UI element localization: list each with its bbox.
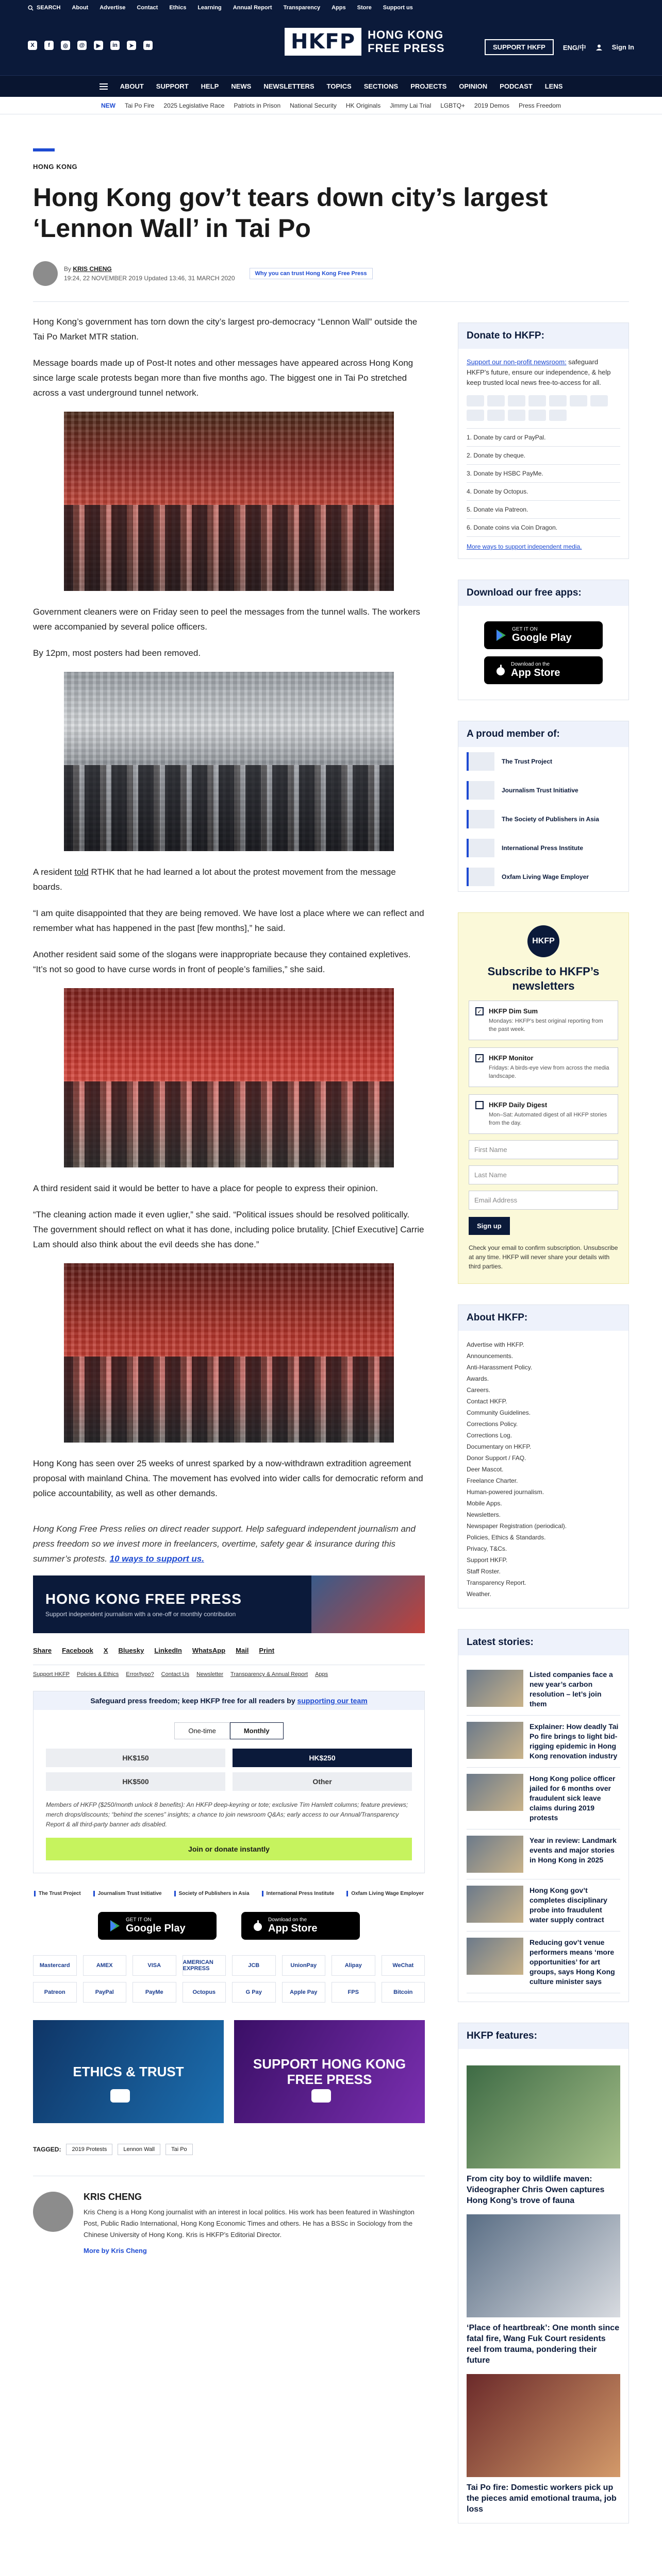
latest-story[interactable] [467, 1931, 620, 1993]
latest-story-headline: Explainer: How deadly Tai Po fire brings to light bid-rigging epidemic in Hong Kong renovation industry [529, 1722, 619, 1760]
latest-story[interactable] [467, 1829, 620, 1879]
policy-links [33, 1665, 425, 1677]
share-facebook[interactable]: Facebook [62, 1647, 93, 1654]
section-label[interactable]: HONG KONG [33, 163, 78, 171]
about-link[interactable]: Mobile Apps. [467, 1500, 502, 1507]
donate-widget-link[interactable]: supporting our team [297, 1697, 368, 1705]
about-box-title: About HKFP: [458, 1305, 628, 1331]
about-link[interactable]: Contact HKFP. [467, 1398, 507, 1405]
payment-logo: JCB [232, 1955, 276, 1976]
tag-chip[interactable]: Lennon Wall [118, 2144, 160, 2155]
author-more-link[interactable]: More by Kris Cheng [84, 2247, 147, 2255]
share-label: Share [33, 1647, 52, 1654]
logo-wordmark [368, 28, 444, 55]
youtube-icon[interactable]: ▶ [94, 41, 103, 50]
site-logo[interactable] [285, 28, 445, 56]
nav-newsletters[interactable]: NEWSLETTERS [263, 82, 315, 90]
instagram-icon[interactable]: ◎ [61, 41, 70, 50]
author-box [33, 2176, 425, 2255]
linkedin-icon[interactable]: in [110, 41, 120, 50]
about-link[interactable]: Support HKFP. [467, 1556, 508, 1564]
member-box [458, 721, 629, 892]
promo-video-support[interactable]: SUPPORT HONG KONG FREE PRESS [234, 2020, 425, 2123]
share-mail[interactable]: Mail [236, 1647, 249, 1654]
about-link[interactable]: Privacy, T&Cs. [467, 1545, 507, 1552]
checkbox[interactable] [475, 1101, 484, 1109]
latest-story-thumbnail [467, 1886, 523, 1923]
about-link[interactable]: Transparency Report. [467, 1579, 526, 1586]
paragraph: Hong Kong’s government has torn down the city’s largest pro-democracy “Lennon Wall” outside the Tai Po Market MTR station. [33, 317, 418, 342]
checkbox[interactable]: ✓ [475, 1054, 484, 1062]
latest-stories-title: Latest stories: [458, 1630, 628, 1655]
author-avatar[interactable] [33, 261, 58, 286]
trending-link-tai-po-fire[interactable]: Tai Po Fire [125, 101, 155, 109]
about-link[interactable]: Staff Roster. [467, 1568, 501, 1575]
support-hkfp-button[interactable]: SUPPORT HKFP [485, 39, 554, 55]
payment-logo: VISA [133, 1955, 176, 1976]
article-header [0, 148, 662, 302]
support-note-link[interactable]: 10 ways to support us. [109, 1554, 204, 1564]
payment-logo: AMEX [83, 1955, 127, 1976]
latest-stories [458, 1629, 629, 2002]
apple-icon [253, 1920, 263, 1932]
about-link[interactable]: Freelance Charter. [467, 1477, 518, 1484]
article-tags [33, 2144, 425, 2155]
about-link[interactable]: Weather. [467, 1590, 491, 1598]
search-label: SEARCH [37, 5, 61, 11]
language-toggle[interactable]: ENG/中 [562, 44, 586, 52]
feature-image[interactable] [467, 2374, 620, 2477]
newsletter-option-daily-digest[interactable]: HKFP Daily Digest Mon–Sat: Automated digest of all HKFP stories from the day. [469, 1094, 618, 1134]
about-link[interactable]: Announcements. [467, 1352, 514, 1360]
payment-logo: WeChat [382, 1955, 425, 1976]
paragraph: “The cleaning action made it even uglier,” she said. “Political issues should be resolved politically. The government should reflect on what it has done, including police brutality. [Chief Executive] Carrie Lam should also think about the evil deeds she has done.” [33, 1210, 424, 1249]
policy-link[interactable]: Transparency & Annual Report [230, 1671, 308, 1677]
join-donate-button[interactable]: Join or donate instantly [46, 1838, 412, 1860]
amount-option[interactable]: HK$150 [46, 1749, 225, 1767]
policy-link[interactable]: Newsletter [196, 1671, 224, 1677]
trending-link-national-security[interactable]: National Security [290, 101, 337, 109]
about-link[interactable]: Careers. [467, 1386, 491, 1394]
article-photo-4 [64, 1263, 394, 1443]
app-store-button[interactable]: Download on the App Store [241, 1912, 360, 1940]
nav-about[interactable]: ABOUT [120, 82, 144, 90]
feature-image[interactable] [467, 2065, 620, 2168]
policy-link[interactable]: Policies & Ethics [76, 1671, 119, 1677]
paragraph: Hong Kong has seen over 25 weeks of unrest sparked by a now-withdrawn extradition agreement proposal with mainland China. The movement has evolved into wider calls for democratic reform and police accountability, as well as other demands. [33, 1459, 423, 1498]
about-links [467, 1339, 620, 1600]
social-links [28, 41, 153, 50]
member-org[interactable]: The Society of Publishers in Asia [458, 805, 628, 834]
more-ways-link[interactable]: More ways to support independent media. [467, 543, 582, 550]
trending-link-patriots[interactable]: Patriots in Prison [234, 101, 281, 109]
promo-videos [33, 2020, 425, 2123]
trending-new-label: NEW [101, 101, 115, 109]
topbar-link-about[interactable]: About [72, 5, 89, 11]
tag-chip[interactable]: 2019 Protests [66, 2144, 112, 2155]
latest-story[interactable] [467, 1879, 620, 1931]
last-name-field[interactable]: Last Name [469, 1165, 618, 1184]
donate-methods [467, 428, 620, 537]
first-name-field[interactable]: First Name [469, 1140, 618, 1159]
latest-story-thumbnail [467, 1836, 523, 1873]
trending-nav [0, 97, 662, 114]
partner-logos [33, 1891, 425, 1896]
payment-logo: UnionPay [282, 1955, 326, 1976]
payment-logo: Mastercard [33, 1955, 77, 1976]
apps-box-title: Download our free apps: [458, 580, 628, 606]
author-box-name[interactable]: KRIS CHENG [84, 2192, 142, 2202]
search-button[interactable] [28, 5, 60, 11]
donate-widget [33, 1691, 425, 1873]
topbar-link-apps[interactable]: Apps [332, 5, 346, 11]
apps-box [458, 580, 629, 700]
policy-link[interactable]: Contact Us [161, 1671, 190, 1677]
payment-logo: Apple Pay [282, 1982, 326, 2003]
main-nav [0, 75, 662, 97]
payment-logo: FPS [332, 1982, 375, 2003]
frequency-one-time[interactable]: One-time [174, 1722, 229, 1739]
about-box [458, 1304, 629, 1608]
member-org[interactable]: Journalism Trust Initiative [458, 776, 628, 805]
about-link[interactable]: Awards. [467, 1375, 489, 1382]
payment-methods [33, 1955, 425, 2003]
about-link[interactable]: Corrections Policy. [467, 1420, 518, 1428]
partner-logo[interactable]: Journalism Trust Initiative [93, 1891, 162, 1896]
apple-icon [495, 664, 506, 676]
article-photo-3 [64, 988, 394, 1167]
feature-image[interactable] [467, 2214, 620, 2317]
nav-sections[interactable]: SECTIONS [363, 82, 399, 90]
topbar-link-advertise[interactable]: Advertise [100, 5, 126, 11]
payment-logo: AMERICAN EXPRESS [183, 1955, 226, 1976]
byline-by: By [64, 265, 72, 273]
banner-subtitle: Support independent journalism with a one-off or monthly contribution [45, 1611, 236, 1618]
donate-box-title: Donate to HKFP: [458, 323, 628, 349]
member-org[interactable]: The Trust Project [458, 747, 628, 776]
trending-link-jimmy-lai[interactable]: Jimmy Lai Trial [390, 101, 432, 109]
telegram-icon[interactable]: ➤ [127, 41, 136, 50]
email-field[interactable]: Email Address [469, 1191, 618, 1210]
about-link[interactable]: Anti-Harassment Policy. [467, 1364, 533, 1371]
search-icon [28, 5, 34, 11]
about-link[interactable]: Advertise with HKFP. [467, 1341, 524, 1348]
nav-opinion[interactable]: OPINION [459, 82, 488, 90]
threads-icon[interactable]: @ [77, 41, 87, 50]
paragraph: Message boards made up of Post-It notes and other messages have appeared across Hong Kong since large scale protests began more than five months ago. The biggest one in Tai Po stretched across a vast underground tunnel network. [33, 358, 413, 398]
latest-story-headline: Year in review: Landmark events and major stories in Hong Kong in 2025 [529, 1836, 617, 1864]
paragraph: Government cleaners were on Friday seen to peel the messages from the tunnel walls. The workers were accompanied by several police officers. [33, 607, 420, 632]
paragraph: A third resident said it would be better to have a place for people to express their opinion. [33, 1183, 378, 1193]
nav-topics[interactable]: TOPICS [326, 82, 352, 90]
donate-box-link[interactable]: Support our non-profit newsroom: [467, 358, 567, 366]
newsletter-title: Subscribe to HKFP’s newsletters [487, 965, 600, 992]
donate-method[interactable]: 5. Donate via Patreon. [467, 501, 620, 519]
google-play-button[interactable]: GET IT ON Google Play [98, 1912, 217, 1940]
donate-method[interactable]: 6. Donate coins via Coin Dragon. [467, 519, 620, 537]
partner-logo[interactable]: Society of Publishers in Asia [174, 1891, 250, 1896]
google-play-icon [495, 629, 507, 641]
about-link[interactable]: Documentary on HKFP. [467, 1443, 532, 1450]
share-whatsapp[interactable]: WhatsApp [192, 1647, 226, 1654]
nav-podcast[interactable]: PODCAST [500, 82, 533, 90]
about-link[interactable]: Newsletters. [467, 1511, 501, 1518]
features-box-title: HKFP features: [458, 2023, 628, 2049]
about-link[interactable]: Human-powered journalism. [467, 1488, 544, 1496]
latest-story-headline: Listed companies face a new year’s carbon resolution – let’s join them [529, 1670, 613, 1708]
banner-title: HONG KONG FREE PRESS [45, 1591, 242, 1607]
trending-link-legco[interactable]: 2025 Legislative Race [163, 101, 225, 109]
paragraph: “I am quite disappointed that they are being removed. We have lost a place where we can reflect and remember what has happened in the past [few months],” he said. [33, 908, 424, 933]
user-icon[interactable] [595, 44, 603, 51]
payment-logo: Alipay [332, 1955, 375, 1976]
share-x[interactable]: X [103, 1647, 108, 1654]
banner-image [311, 1575, 425, 1633]
author-box-avatar[interactable] [33, 2192, 73, 2232]
policy-link[interactable]: Apps [315, 1671, 328, 1677]
google-play-icon [109, 1920, 121, 1932]
topbar-link-store[interactable]: Store [357, 5, 372, 11]
logo-line-1: HONG KONG [368, 28, 444, 41]
donate-method[interactable]: 1. Donate by card or PayPal. [467, 429, 620, 447]
partner-logo[interactable]: International Press Institute [262, 1891, 335, 1896]
latest-story-headline: Hong Kong gov’t completes disciplinary probe into fraudulent water supply contract [529, 1886, 607, 1924]
amount-option[interactable]: Other [233, 1772, 412, 1791]
trending-link-lgbtq[interactable]: LGBTQ+ [440, 101, 465, 109]
member-org[interactable]: Oxfam Living Wage Employer [458, 862, 628, 891]
feature-headline[interactable]: Tai Po fire: Domestic workers pick up the pieces amid emotional trauma, job loss [467, 2483, 617, 2514]
payment-logo: G Pay [232, 1982, 276, 2003]
promo-video-ethics[interactable]: ETHICS & TRUST [33, 2020, 224, 2123]
newsletter-logo: HKFP [527, 925, 559, 957]
features-box [458, 2023, 629, 2523]
brand-header [0, 15, 662, 75]
sign-up-button[interactable]: Sign up [469, 1217, 510, 1235]
policy-link[interactable]: Error/typo? [126, 1671, 154, 1677]
article-body [33, 302, 425, 2544]
latest-story[interactable] [467, 1664, 620, 1716]
top-utility-bar [0, 0, 662, 15]
byline-dates: 19:24, 22 NOVEMBER 2019 Updated 13:46, 31 MARCH 2020 [64, 275, 235, 282]
topbar-link-transparency[interactable]: Transparency [283, 5, 321, 11]
sidebar [458, 302, 629, 2544]
about-link[interactable]: Deer Mascot. [467, 1466, 504, 1473]
payment-logo: PayMe [133, 1982, 176, 2003]
partner-logo[interactable]: Oxfam Living Wage Employer [346, 1891, 424, 1896]
member-org[interactable]: International Press Institute [458, 834, 628, 862]
article-photo-1 [64, 412, 394, 591]
byline-author[interactable]: KRIS CHENG [73, 265, 112, 273]
play-icon [110, 2089, 130, 2103]
amount-option[interactable]: HK$500 [46, 1772, 225, 1791]
frequency-toggle [34, 1722, 424, 1739]
checkbox[interactable]: ✓ [475, 1007, 484, 1015]
topbar-link-annual-report[interactable]: Annual Report [233, 5, 272, 11]
newsletter-signup [458, 912, 629, 1284]
paragraph: Another resident said some of the slogans were inappropriate because they contained expletives. “It’s not so good to have curse words in front of people’s families,” she said. [33, 950, 411, 974]
payment-logo: Patreon [33, 1982, 77, 2003]
donate-method[interactable]: 2. Donate by cheque. [467, 447, 620, 465]
play-icon [311, 2089, 331, 2103]
latest-story-thumbnail [467, 1938, 523, 1975]
sidebar-app-store-button[interactable]: Download on the App Store [484, 656, 603, 684]
frequency-monthly[interactable]: Monthly [230, 1722, 284, 1739]
donate-widget-header: Safeguard press freedom; keep HKFP free for all readers by supporting our team [34, 1691, 424, 1710]
author-box-bio: Kris Cheng is a Hong Kong journalist with an interest in local politics. His work has been featured in Washington Post, Public Radio International, Hong Kong Economic Times and others. He has a BSSc in Sociology from the Chinese University of Hong Kong. Kris is HKFP’s Editorial Director. [84, 2208, 415, 2239]
nav-support[interactable]: SUPPORT [156, 82, 189, 90]
payment-logo: Bitcoin [382, 1982, 425, 2003]
about-link[interactable]: Corrections Log. [467, 1432, 512, 1439]
paragraph: A resident told RTHK that he had learned a lot about the protest movement from the message boards. [33, 867, 396, 892]
about-link[interactable]: Newspaper Registration (periodical). [467, 1522, 567, 1530]
share-linkedin[interactable]: LinkedIn [154, 1647, 182, 1654]
latest-story[interactable] [467, 1716, 620, 1768]
payment-logo: Octopus [183, 1982, 226, 2003]
nav-news[interactable]: NEWS [231, 82, 252, 90]
accent-rule [33, 148, 55, 151]
nav-help[interactable]: HELP [201, 82, 219, 90]
trending-link-press-freedom[interactable]: Press Freedom [518, 101, 561, 109]
sign-in-link[interactable]: Sign In [611, 43, 634, 51]
newsletter-option-dim-sum[interactable]: ✓ HKFP Dim Sum Mondays: HKFP’s best original reporting from the past week. [469, 1001, 618, 1040]
byline-meta [64, 264, 235, 283]
share-bar [33, 1647, 425, 1654]
card-logos [467, 395, 620, 421]
article-photo-2 [64, 672, 394, 851]
nav-lens[interactable]: LENS [544, 82, 563, 90]
content-area [0, 302, 662, 2544]
menu-icon[interactable] [100, 83, 108, 90]
latest-story[interactable] [467, 1768, 620, 1829]
newsletter-option-monitor[interactable]: ✓ HKFP Monitor Fridays: A birds-eye view from across the media landscape. [469, 1047, 618, 1087]
amount-option-selected[interactable]: HK$250 [233, 1749, 412, 1767]
rss-icon[interactable]: ≋ [143, 41, 153, 50]
latest-story-headline: Reducing gov’t venue performers means ‘more opportunities’ for art groups, says Hong Kong culture minister says [529, 1938, 615, 1986]
member-perks: Members of HKFP ($250/month unlock 8 benefits): An HKFP deep-keyring or tote; exclusive Tim Hamlett columns; feature previews; merch drops/discounts; “behind the scenes” insights; a chance to join newsroom Q&As; early access to our Annual/Transparency Report & all third-party banner ads disabled. [46, 1801, 408, 1828]
trending-link-hk-originals[interactable]: HK Originals [345, 101, 381, 109]
topbar-link-ethics[interactable]: Ethics [169, 5, 187, 11]
topbar-link-learning[interactable]: Learning [197, 5, 222, 11]
feature-headline[interactable]: From city boy to wildlife maven: Videographer Chris Owen captures Hong Kong’s trove of fauna [467, 2175, 605, 2205]
about-link[interactable]: Community Guidelines. [467, 1409, 531, 1416]
logo-mark: HKFP [285, 28, 361, 56]
donate-method[interactable]: 4. Donate by Octopus. [467, 483, 620, 501]
newsletter-fine-print: Check your email to confirm subscription. Unsubscribe at any time. HKFP will never share your details with third parties. [469, 1244, 618, 1270]
feature-headline[interactable]: ‘Place of heartbreak’: One month since fatal fire, Wang Fuk Court residents reel from trauma, pondering their future [467, 2324, 620, 2365]
x-icon[interactable]: X [28, 41, 37, 50]
amount-options [34, 1749, 424, 1791]
share-bluesky[interactable]: Bluesky [118, 1647, 144, 1654]
trending-link-2019-demos[interactable]: 2019 Demos [474, 101, 509, 109]
donate-box-text: Support our non-profit newsroom: safeguard HKFP’s future, ensure our independence, & help keep trusted local news free-to-access for all. [467, 358, 611, 386]
paragraph: By 12pm, most posters had been removed. [33, 648, 201, 658]
rthk-link[interactable]: told [74, 867, 89, 877]
sidebar-google-play-button[interactable]: GET IT ON Google Play [484, 621, 603, 649]
latest-story-thumbnail [467, 1774, 523, 1811]
brand-actions [485, 39, 634, 55]
facebook-icon[interactable]: f [44, 41, 54, 50]
payment-logo: PayPal [83, 1982, 127, 2003]
policy-link[interactable]: Support HKFP [33, 1671, 70, 1677]
byline [33, 261, 629, 286]
article-title: Hong Kong gov’t tears down city’s largest ‘Lennon Wall’ in Tai Po [33, 183, 548, 243]
latest-story-headline: Hong Kong police officer jailed for 6 months over fraudulent sick leave claims during 2019 protests [529, 1774, 616, 1822]
donate-method[interactable]: 3. Donate by HSBC PayMe. [467, 465, 620, 483]
support-note: Hong Kong Free Press relies on direct reader support. Help safeguard independent journalism and press freedom so we invest more in freelancers, overtime, safety gear & insurance during this summer’s protests. 10 ways to support us. [33, 1524, 416, 1564]
latest-story-thumbnail [467, 1670, 523, 1707]
about-link[interactable]: Policies, Ethics & Standards. [467, 1534, 546, 1541]
member-box-title: A proud member of: [458, 721, 628, 747]
app-store-buttons [33, 1912, 425, 1940]
latest-story-thumbnail [467, 1722, 523, 1759]
trust-link[interactable]: Why you can trust Hong Kong Free Press [250, 268, 373, 279]
topbar-link-contact[interactable]: Contact [137, 5, 158, 11]
about-link[interactable]: Donor Support / FAQ. [467, 1454, 526, 1462]
logo-line-2: FREE PRESS [368, 42, 445, 55]
topbar-link-support[interactable]: Support us [383, 5, 413, 11]
nav-projects[interactable]: PROJECTS [410, 82, 447, 90]
tags-label: TAGGED: [33, 2146, 61, 2153]
support-banner[interactable] [33, 1575, 425, 1633]
partner-logo[interactable]: The Trust Project [34, 1891, 81, 1896]
share-print[interactable]: Print [259, 1647, 275, 1654]
donate-box [458, 323, 629, 559]
tag-chip[interactable]: Tai Po [166, 2144, 193, 2155]
